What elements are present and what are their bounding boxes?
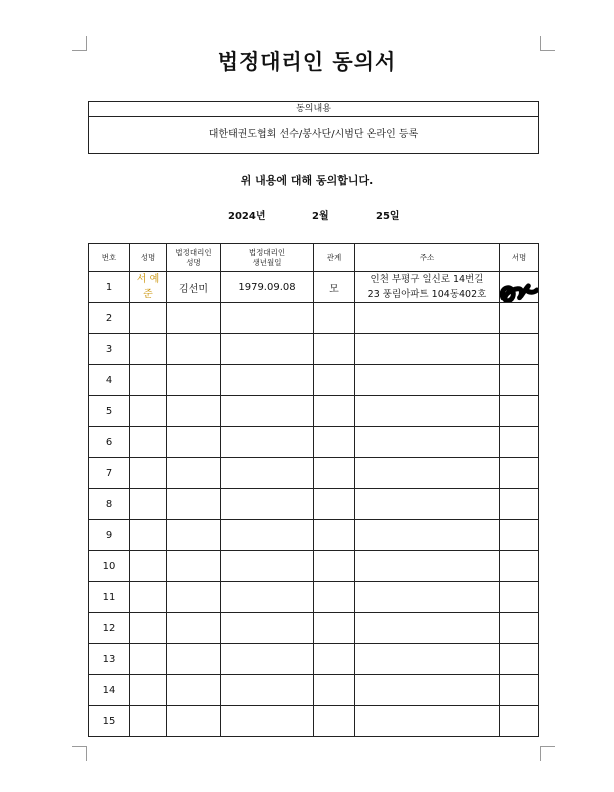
cell-no: 1 xyxy=(89,272,130,303)
cell-name xyxy=(130,644,167,675)
cell-address xyxy=(355,365,500,396)
cell-name xyxy=(130,675,167,706)
cell-guardian-name: 김선미 xyxy=(167,272,221,303)
cell-signature xyxy=(500,520,539,551)
cell-guardian-birth xyxy=(221,613,314,644)
cell-no: 13 xyxy=(89,644,130,675)
cell-guardian-birth xyxy=(221,675,314,706)
cell-guardian-name xyxy=(167,365,221,396)
cell-signature xyxy=(500,427,539,458)
cell-relation xyxy=(314,613,355,644)
cell-guardian-name xyxy=(167,458,221,489)
cell-address xyxy=(355,520,500,551)
table-header-row xyxy=(89,244,539,272)
date-day: 25일 xyxy=(376,211,400,222)
cell-guardian-birth xyxy=(221,334,314,365)
cell-guardian-name xyxy=(167,644,221,675)
cell-address xyxy=(355,675,500,706)
consent-table xyxy=(88,243,539,737)
cell-signature xyxy=(500,582,539,613)
cell-signature xyxy=(500,706,539,737)
cell-address xyxy=(355,303,500,334)
cell-no: 6 xyxy=(89,427,130,458)
header-guardian-name: 법정대리인 성명 xyxy=(167,244,221,272)
cell-name xyxy=(130,303,167,334)
cell-signature xyxy=(500,365,539,396)
signature-scribble xyxy=(500,274,539,303)
table-row xyxy=(89,675,539,706)
cell-guardian-birth xyxy=(221,582,314,613)
cell-address xyxy=(355,334,500,365)
cell-guardian-name xyxy=(167,520,221,551)
cell-signature xyxy=(500,613,539,644)
cell-guardian-name xyxy=(167,675,221,706)
table-row xyxy=(89,551,539,582)
cell-no: 12 xyxy=(89,613,130,644)
cell-address xyxy=(355,551,500,582)
table-row xyxy=(89,272,539,303)
cell-guardian-name xyxy=(167,303,221,334)
cell-guardian-birth xyxy=(221,365,314,396)
cell-name xyxy=(130,706,167,737)
cell-no: 14 xyxy=(89,675,130,706)
header-address: 주소 xyxy=(355,244,500,272)
agreement-statement: 위 내용에 대해 동의합니다. xyxy=(240,174,374,187)
cell-guardian-name xyxy=(167,334,221,365)
cell-relation xyxy=(314,427,355,458)
agreement-box xyxy=(88,101,539,154)
cell-address xyxy=(355,427,500,458)
cell-name xyxy=(130,458,167,489)
cell-no: 11 xyxy=(89,582,130,613)
cell-no: 3 xyxy=(89,334,130,365)
crop-mark-bottom-left xyxy=(72,746,87,761)
cell-guardian-birth xyxy=(221,520,314,551)
table-row xyxy=(89,396,539,427)
cell-address xyxy=(355,458,500,489)
table-row xyxy=(89,334,539,365)
date-year: 2024년 xyxy=(228,211,266,222)
cell-name: 서 예 준 xyxy=(130,272,167,303)
cell-no: 2 xyxy=(89,303,130,334)
document-title: 법정대리인 동의서 xyxy=(217,50,397,74)
cell-signature xyxy=(500,458,539,489)
cell-address xyxy=(355,489,500,520)
cell-no: 7 xyxy=(89,458,130,489)
cell-relation xyxy=(314,582,355,613)
cell-address xyxy=(355,644,500,675)
cell-address xyxy=(355,396,500,427)
cell-guardian-name xyxy=(167,489,221,520)
cell-relation xyxy=(314,706,355,737)
cell-no: 4 xyxy=(89,365,130,396)
cell-name xyxy=(130,520,167,551)
cell-guardian-birth xyxy=(221,644,314,675)
cell-guardian-birth xyxy=(221,427,314,458)
cell-no: 5 xyxy=(89,396,130,427)
cell-no: 15 xyxy=(89,706,130,737)
cell-relation xyxy=(314,675,355,706)
cell-name xyxy=(130,489,167,520)
cell-no: 10 xyxy=(89,551,130,582)
header-signature: 서명 xyxy=(500,244,539,272)
table-row xyxy=(89,458,539,489)
table-row xyxy=(89,303,539,334)
cell-name xyxy=(130,334,167,365)
cell-signature xyxy=(500,675,539,706)
cell-name xyxy=(130,396,167,427)
cell-relation xyxy=(314,365,355,396)
cell-guardian-birth: 1979.09.08 xyxy=(221,272,314,303)
table-row xyxy=(89,520,539,551)
cell-guardian-name xyxy=(167,582,221,613)
table-row xyxy=(89,706,539,737)
date-month: 2월 xyxy=(312,211,329,222)
cell-signature xyxy=(500,551,539,582)
cell-signature xyxy=(500,489,539,520)
cell-address xyxy=(355,582,500,613)
header-relation: 관계 xyxy=(314,244,355,272)
cell-relation xyxy=(314,489,355,520)
cell-signature xyxy=(500,644,539,675)
cell-relation xyxy=(314,303,355,334)
cell-guardian-name xyxy=(167,706,221,737)
cell-guardian-birth xyxy=(221,303,314,334)
cell-no: 9 xyxy=(89,520,130,551)
agreement-header: 동의내용 xyxy=(89,102,538,117)
table-row xyxy=(89,582,539,613)
cell-signature xyxy=(500,334,539,365)
header-no: 번호 xyxy=(89,244,130,272)
cell-relation xyxy=(314,396,355,427)
table-row xyxy=(89,489,539,520)
cell-relation xyxy=(314,551,355,582)
table-row xyxy=(89,427,539,458)
cell-address xyxy=(355,613,500,644)
table-row xyxy=(89,644,539,675)
cell-address: 인천 부평구 일신로 14번길 23 풍림아파트 104동402호 xyxy=(355,272,500,303)
cell-name xyxy=(130,551,167,582)
crop-mark-bottom-right xyxy=(540,746,555,761)
cell-signature xyxy=(500,396,539,427)
cell-guardian-birth xyxy=(221,489,314,520)
cell-relation: 모 xyxy=(314,272,355,303)
table-row xyxy=(89,365,539,396)
cell-guardian-name xyxy=(167,396,221,427)
cell-guardian-name xyxy=(167,613,221,644)
header-guardian-birth: 법정대리인 생년월일 xyxy=(221,244,314,272)
cell-guardian-name xyxy=(167,427,221,458)
agreement-body: 대한태권도협회 선수/봉사단/시범단 온라인 등록 xyxy=(208,129,419,140)
header-name: 성명 xyxy=(130,244,167,272)
cell-name xyxy=(130,582,167,613)
cell-relation xyxy=(314,520,355,551)
cell-no: 8 xyxy=(89,489,130,520)
cell-guardian-name xyxy=(167,551,221,582)
cell-guardian-birth xyxy=(221,706,314,737)
cell-signature xyxy=(500,303,539,334)
cell-relation xyxy=(314,644,355,675)
cell-relation xyxy=(314,458,355,489)
cell-relation xyxy=(314,334,355,365)
cell-name xyxy=(130,365,167,396)
table-row xyxy=(89,613,539,644)
cell-guardian-birth xyxy=(221,396,314,427)
cell-address xyxy=(355,706,500,737)
cell-name xyxy=(130,613,167,644)
cell-guardian-birth xyxy=(221,551,314,582)
cell-guardian-birth xyxy=(221,458,314,489)
cell-name xyxy=(130,427,167,458)
cell-signature xyxy=(500,272,539,303)
